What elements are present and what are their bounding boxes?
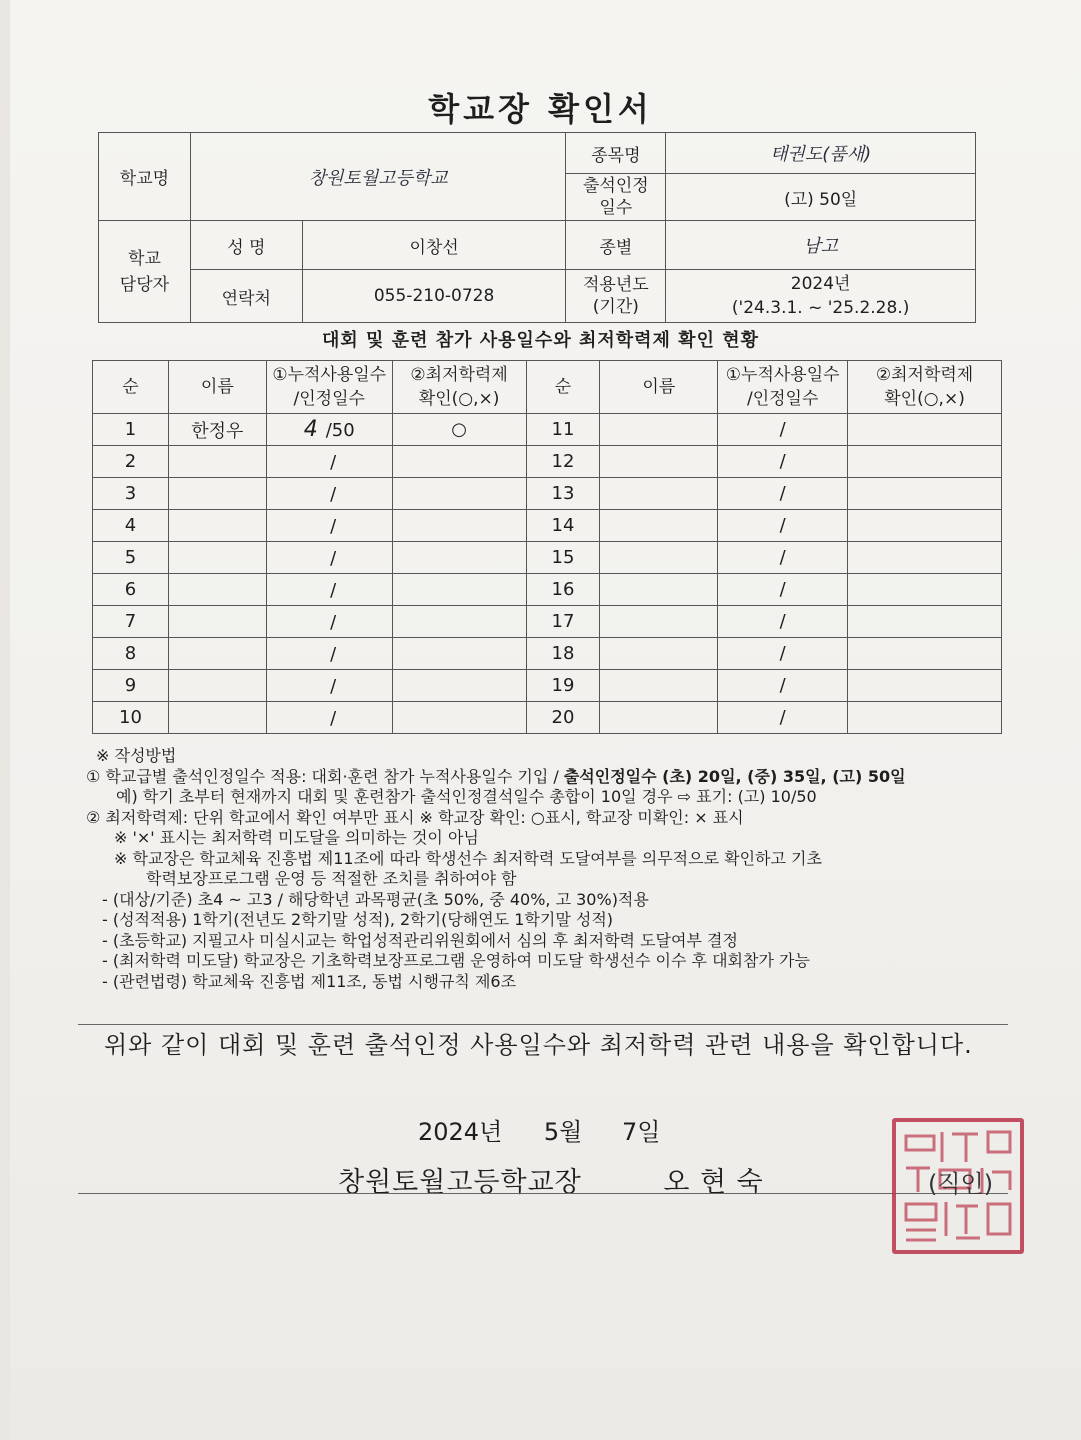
row-check-right [848, 702, 1002, 734]
row-no-right: 18 [526, 638, 600, 670]
attend-label-line1: 출석인정 [583, 176, 649, 196]
row-used: 4 [303, 417, 318, 442]
row-name: 한정우 [168, 414, 266, 446]
header-min-right-line2: 확인(○,×) [884, 389, 965, 409]
row-name-right [600, 446, 718, 478]
manager-label-line2: 담당자 [119, 274, 170, 295]
row-check-right [848, 606, 1002, 638]
event-value: 태권도(품새) [666, 133, 976, 174]
row-no: 8 [93, 638, 169, 670]
row-no-right: 16 [526, 574, 600, 606]
manager-label-line1: 학교 [128, 248, 161, 269]
row-name-right [600, 510, 718, 542]
row-no: 1 [93, 414, 169, 446]
row-days-value: / [330, 644, 337, 665]
note-4a: ※ 학교장은 학교체육 진흥법 제11조에 따라 학생선수 최저학력 도달여부를 의무적으로 확인하고 기초 [114, 848, 822, 868]
row-no-right: 20 [526, 702, 600, 734]
year-value [666, 270, 976, 323]
row-days [266, 446, 392, 478]
table-row [93, 510, 1002, 542]
year-value-line2: ('24.3.1. ~ '25.2.28.) [731, 298, 910, 318]
header-min-right-line1: ②최저학력제 [875, 365, 974, 385]
date-month: 5월 [543, 1118, 583, 1146]
row-name [168, 542, 266, 574]
header-min-right [848, 361, 1002, 414]
row-check [392, 510, 526, 542]
table-row [93, 446, 1002, 478]
row-days-value: / [330, 548, 337, 569]
note-1b: 출석인정일수 (초) 20일, (중) 35일, (고) 50일 [563, 766, 906, 786]
table-row [93, 574, 1002, 606]
row-check-right [848, 670, 1002, 702]
school-label: 학교명 [99, 133, 191, 221]
contact-label: 연락처 [190, 270, 302, 323]
row-days-value: / [330, 612, 337, 633]
note-8: - (최저학력 미도달) 학교장은 기초학력보장프로그램 운영하여 미도달 학생선수 이수 후 대회참가 가능 [102, 951, 810, 970]
header-days-right [718, 361, 848, 414]
row-name [168, 670, 266, 702]
note-4b: 학력보장프로그램 운영 등 적절한 조치를 취하여야 함 [146, 869, 517, 888]
row-check [392, 446, 526, 478]
row-no-right: 12 [526, 446, 600, 478]
attend-value: (고) 50일 [666, 174, 976, 221]
row-no: 4 [93, 510, 169, 542]
row-check-right [848, 510, 1002, 542]
table-row [93, 638, 1002, 670]
header-days-line2: /인정일수 [293, 389, 365, 409]
row-no-right: 15 [526, 542, 600, 574]
header-min [392, 361, 526, 414]
year-label-line1: 적용년도 [583, 275, 649, 295]
header-days-right-line2: /인정일수 [746, 389, 819, 409]
row-days-right: / [718, 702, 848, 734]
row-days [266, 574, 392, 606]
table-row [93, 702, 1002, 734]
row-name [168, 446, 266, 478]
note-7: - (초등학교) 지필고사 미실시교는 학업성적관리위원회에서 심의 후 최저학력 도달여부 결정 [102, 930, 738, 950]
row-no-right: 14 [526, 510, 600, 542]
row-days [266, 702, 392, 734]
gender-value: 남고 [666, 221, 976, 270]
row-name [168, 638, 266, 670]
header-no-right: 순 [526, 361, 600, 414]
row-check: ○ [392, 414, 526, 446]
row-days [266, 542, 392, 574]
contact-value: 055-210-0728 [302, 270, 566, 323]
row-days-value: / [330, 580, 337, 601]
principal-name: 오 현 숙 [663, 1167, 764, 1198]
table-row [93, 670, 1002, 702]
header-no: 순 [93, 361, 169, 414]
row-name [168, 606, 266, 638]
row-no-right: 13 [526, 478, 600, 510]
instructions [86, 746, 1016, 992]
date-year: 2024년 [418, 1118, 503, 1146]
row-days-value: / [330, 676, 337, 697]
row-days-value: / [330, 708, 337, 729]
row-check-right [848, 542, 1002, 574]
name-value: 이창선 [302, 221, 566, 270]
year-value-line1: 2024년 [790, 274, 851, 294]
name-label: 성 명 [190, 221, 302, 270]
row-no: 6 [93, 574, 169, 606]
issue-date [418, 1112, 660, 1147]
row-check [392, 542, 526, 574]
divider-top [78, 1024, 1008, 1025]
table-row [93, 478, 1002, 510]
row-no-right: 19 [526, 670, 600, 702]
row-days-right: / [718, 414, 848, 446]
row-days-right: / [718, 478, 848, 510]
row-check-right [848, 574, 1002, 606]
gender-label: 종별 [566, 221, 666, 270]
school-value: 창원토월고등학교 [190, 133, 566, 221]
row-no-right: 11 [526, 414, 600, 446]
note-3: ※ '×' 표시는 최저학력 미도달을 의미하는 것이 아님 [114, 828, 479, 847]
row-no: 2 [93, 446, 169, 478]
row-check-right [848, 478, 1002, 510]
note-9: - (관련법령) 학교체육 진흥법 제11조, 동법 시행규칙 제6조 [102, 971, 517, 991]
row-name-right [600, 478, 718, 510]
row-days-right: / [718, 510, 848, 542]
row-check [392, 638, 526, 670]
header-days-line1: ①누적사용일수 [272, 365, 387, 385]
row-name [168, 702, 266, 734]
row-check-right [848, 414, 1002, 446]
note-1a: ① 학교급별 출석인정일수 적용: 대회·훈련 참가 누적사용일수 기입 / [86, 766, 564, 786]
table-subtitle: 대회 및 훈련 참가 사용일수와 최저학력제 확인 현황 [321, 330, 759, 351]
event-label: 종목명 [566, 133, 666, 174]
manager-label [99, 221, 191, 323]
row-check [392, 702, 526, 734]
divider-bottom [78, 1193, 1008, 1194]
row-check [392, 606, 526, 638]
row-no: 7 [93, 606, 169, 638]
principal-school: 창원토월고등학교장 [338, 1167, 582, 1198]
row-name-right [600, 574, 718, 606]
header-min-line1: ②최저학력제 [410, 365, 508, 385]
table-row [93, 606, 1002, 638]
row-days-right: / [718, 638, 848, 670]
row-name [168, 478, 266, 510]
year-label [566, 270, 666, 323]
row-days-right: / [718, 574, 848, 606]
row-name [168, 510, 266, 542]
attend-label [566, 174, 666, 221]
table-row [93, 414, 1002, 446]
row-days-value: / [330, 484, 337, 505]
row-days [266, 606, 392, 638]
row-days-right: / [718, 606, 848, 638]
row-days-value: / [330, 516, 337, 537]
date-day: 7일 [622, 1118, 661, 1146]
confirm-statement: 위와 같이 대회 및 훈련 출석인정 사용일수와 최저학력 관련 내용을 확인합니다. [104, 1031, 973, 1059]
row-check-right [848, 446, 1002, 478]
note-1c: 예) 학기 초부터 현재까지 대회 및 훈련참가 출석인정결석일수 총합이 10일 경우 ⇨ 표기: (고) 10/50 [116, 787, 817, 806]
header-name: 이름 [168, 361, 266, 414]
row-no: 3 [93, 478, 169, 510]
row-days [266, 414, 392, 446]
row-days-right: / [718, 446, 848, 478]
row-days [266, 478, 392, 510]
row-days-right: / [718, 542, 848, 574]
note-6: - (성적적용) 1학기(전년도 2학기말 성적), 2학기(당해연도 1학기말 성적) [102, 910, 614, 929]
row-name-right [600, 606, 718, 638]
attend-label-line2: 일수 [599, 198, 633, 218]
row-check [392, 670, 526, 702]
header-days-right-line1: ①누적사용일수 [725, 365, 840, 385]
attendance-table [92, 360, 1002, 734]
row-check [392, 574, 526, 606]
header-min-line2: 확인(○,×) [418, 389, 500, 409]
info-table [98, 132, 976, 323]
year-label-line2: (기간) [592, 297, 639, 317]
seal-label: (직인) [928, 1170, 994, 1198]
row-check [392, 478, 526, 510]
header-name-right: 이름 [600, 361, 718, 414]
header-days [266, 361, 392, 414]
row-name-right [600, 638, 718, 670]
note-2: ② 최저학력제: 단위 학교에서 확인 여부만 표시 ※ 학교장 확인: ○표시, 학교장 미확인: × 표시 [86, 807, 744, 827]
header-row [93, 361, 1002, 414]
document-title: 학교장 확인서 [428, 90, 653, 128]
row-no-right: 17 [526, 606, 600, 638]
row-days [266, 510, 392, 542]
row-days [266, 638, 392, 670]
row-days-value: / [330, 452, 337, 473]
row-no: 5 [93, 542, 169, 574]
row-no: 10 [93, 702, 169, 734]
row-name-right [600, 542, 718, 574]
table-row [93, 542, 1002, 574]
notes-heading: ※ 작성방법 [96, 746, 177, 765]
row-check-right [848, 638, 1002, 670]
row-name-right [600, 414, 718, 446]
row-name-right [600, 702, 718, 734]
row-days-right: / [718, 670, 848, 702]
note-5: - (대상/기준) 초4 ~ 고3 / 해당학년 과목평균(초 50%, 중 40%, 고 30%)적용 [102, 889, 649, 909]
row-days [266, 670, 392, 702]
row-no: 9 [93, 670, 169, 702]
row-name-right [600, 670, 718, 702]
row-days-value: /50 [325, 420, 355, 441]
row-name [168, 574, 266, 606]
note-1 [86, 767, 1016, 788]
